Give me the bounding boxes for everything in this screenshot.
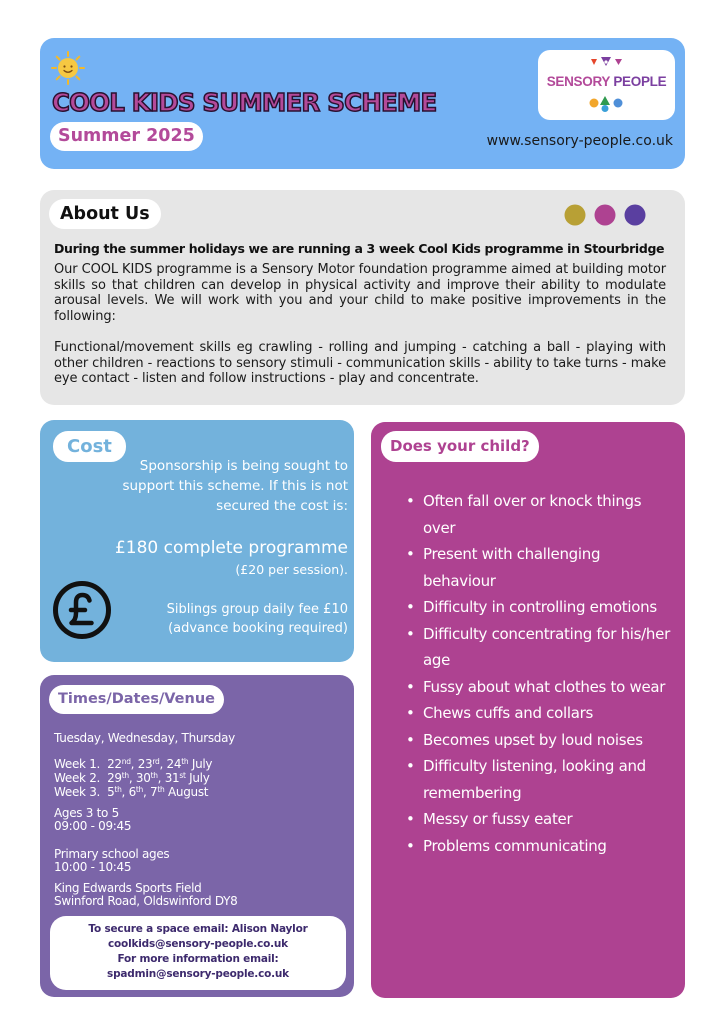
cost-per-session: (£20 per session).	[235, 562, 348, 577]
cost-sponsorship-text	[98, 456, 348, 516]
about-paragraph-2: Functional/movement skills eg crawling - rolling and jumping - catching a ball - playing with other children - reactions to sensory stimuli - communication skills - ability to take turns - make eye contact - listen and follow instructions - play and concentrate.	[54, 339, 666, 387]
cost-price: £180 complete programme	[114, 538, 348, 558]
child-heading: Does your child?	[381, 431, 539, 462]
date-suffix: th	[157, 785, 165, 794]
week-date: 31	[164, 771, 180, 785]
list-item: • Difficulty listening, looking and remembering	[423, 753, 673, 806]
website-url[interactable]: www.sensory-people.co.uk	[486, 133, 673, 149]
cost-siblings-line: Siblings group daily fee £10	[166, 602, 348, 617]
about-heading: About Us	[49, 199, 161, 229]
logo-word-people: PEOPLE	[613, 74, 667, 89]
date-suffix: nd	[121, 757, 131, 766]
week-date: 23	[137, 757, 153, 771]
contact-line: For more information email:	[117, 953, 279, 965]
pound-icon	[52, 580, 112, 640]
date-suffix: st	[179, 771, 186, 780]
group-time: 10:00 - 10:45	[54, 860, 132, 874]
week-month: July	[191, 757, 213, 771]
does-your-child-section	[371, 422, 685, 998]
week-date: 22	[107, 757, 122, 771]
group-label: Primary school ages	[54, 847, 170, 861]
list-item: • Difficulty in controlling emotions	[423, 594, 673, 621]
logo-wordmark	[538, 74, 675, 89]
contact-email-link[interactable]: coolkids@sensory-people.co.uk	[108, 938, 288, 950]
contact-email-link[interactable]: spadmin@sensory-people.co.uk	[107, 968, 289, 980]
times-heading: Times/Dates/Venue	[49, 685, 224, 714]
about-paragraph-1: Our COOL KIDS programme is a Sensory Motor foundation programme aimed at building motor skills so that children can develop in physical activity and improve their ability to modulate arousal levels. We will work with you and your child to make positive improvements in the following:	[54, 262, 666, 324]
sensory-people-logo	[538, 50, 675, 120]
logo-word-sensory: SENSORY	[546, 74, 610, 89]
group-label: Ages 3 to 5	[54, 806, 119, 820]
list-item: • Becomes upset by loud noises	[423, 727, 673, 754]
group-time: 09:00 - 09:45	[54, 819, 132, 833]
list-item: • Messy or fussy eater	[423, 806, 673, 833]
cost-sponsor-line: secured the cost is:	[216, 498, 348, 514]
logo-shapes-top-icon	[538, 55, 675, 73]
cost-heading: Cost	[53, 431, 126, 462]
date-suffix: th	[121, 771, 129, 780]
week-date: 6	[128, 785, 136, 799]
list-item: • Chews cuffs and collars	[423, 700, 673, 727]
week-label: Week 2.	[54, 771, 101, 785]
decorative-dots-icon	[564, 204, 648, 226]
date-suffix: rd	[152, 757, 160, 766]
list-item: • Fussy about what clothes to wear	[423, 674, 673, 701]
cost-sponsor-line: support this scheme. If this is not	[122, 478, 348, 494]
sun-icon	[50, 50, 86, 86]
date-suffix: th	[135, 785, 144, 794]
cost-section	[40, 420, 354, 662]
venue-line: Swinford Road, Oldswinford DY8	[54, 894, 238, 908]
cost-sponsor-line: Sponsorship is being sought to	[139, 458, 348, 474]
list-item: • Difficulty concentrating for his/her age	[423, 621, 673, 674]
page-title: COOL KIDS SUMMER SCHEME	[52, 88, 437, 117]
symptom-list	[423, 488, 673, 859]
list-item: • Present with challenging behaviour	[423, 541, 673, 594]
week-date: 29	[107, 771, 122, 785]
contact-box	[50, 916, 346, 990]
week-label: Week 3.	[54, 785, 101, 799]
cost-siblings-text	[128, 600, 348, 638]
cost-siblings-line: (advance booking required)	[168, 621, 348, 636]
week-label: Week 1.	[54, 757, 101, 771]
list-item: • Often fall over or knock things over	[423, 488, 673, 541]
logo-shapes-bottom-icon	[538, 93, 675, 113]
season-badge: Summer 2025	[50, 122, 203, 151]
date-suffix: th	[150, 771, 158, 780]
date-suffix: th	[114, 785, 122, 794]
week-row: Week 3. 5th, 6th, 7th August	[54, 785, 209, 799]
contact-line: To secure a space email: Alison Naylor	[88, 923, 308, 935]
about-lead-text: During the summer holidays we are running a 3 week Cool Kids programme in Stourbridge	[54, 241, 665, 256]
week-date: 30	[135, 771, 151, 785]
times-days: Tuesday, Wednesday, Thursday	[54, 731, 235, 745]
list-item: • Problems communicating	[423, 833, 673, 860]
date-suffix: th	[181, 757, 189, 766]
week-date: 24	[166, 757, 182, 771]
week-month: August	[168, 785, 209, 799]
week-row: Week 1. 22nd, 23rd, 24th July	[54, 757, 213, 771]
header-banner	[40, 38, 685, 169]
week-row: Week 2. 29th, 30th, 31st July	[54, 771, 210, 785]
about-body	[54, 262, 666, 387]
venue-line: King Edwards Sports Field	[54, 881, 202, 895]
about-section	[40, 190, 685, 405]
times-section	[40, 675, 354, 997]
week-month: July	[189, 771, 210, 785]
week-date: 5	[107, 785, 115, 799]
week-date: 7	[150, 785, 158, 799]
